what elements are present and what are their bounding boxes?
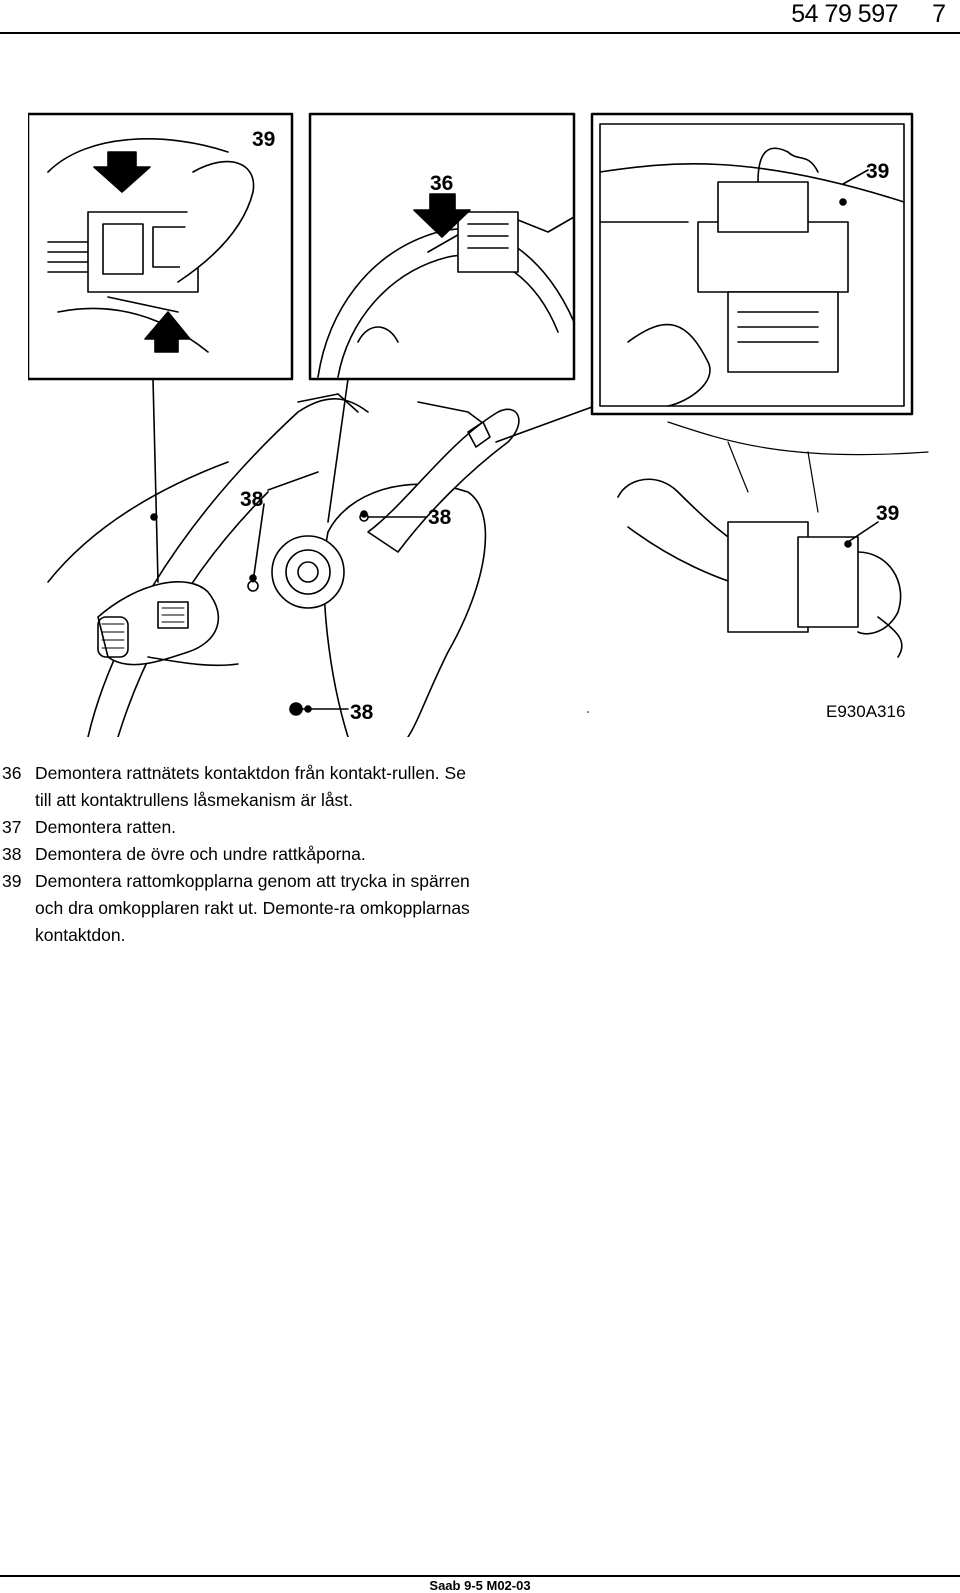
procedure-steps — [2, 760, 472, 949]
callout-38-upper-right: 38 — [428, 506, 452, 529]
step-number: 36 — [2, 763, 22, 783]
callout-39-lower-right: 39 — [876, 502, 900, 525]
document-number: 54 79 597 — [791, 0, 898, 28]
callout-38-bottom: 38 — [350, 701, 374, 724]
step-36 — [2, 760, 472, 814]
step-text: Demontera rattnätets kontaktdon från kontakt-rullen. Se till att kontaktrullens låsmekanism är låst. — [35, 763, 466, 810]
step-37 — [2, 814, 472, 841]
callout-39-inset-left: 39 — [252, 128, 276, 151]
step-text: Demontera rattomkopplarna genom att trycka in spärren och dra omkopplaren rakt ut. Demonte-ra omkopplarnas kontaktdon. — [35, 871, 470, 945]
step-text: Demontera de övre och undre rattkåporna. — [35, 844, 366, 864]
step-38 — [2, 841, 472, 868]
step-number: 37 — [2, 817, 22, 837]
callout-36: 36 — [430, 172, 454, 195]
step-39 — [2, 868, 472, 949]
step-number: 38 — [2, 844, 22, 864]
page-number: 7 — [932, 0, 946, 28]
figure-reference: E930A316 — [826, 702, 906, 721]
page-footer: Saab 9-5 M02-03 — [429, 1578, 531, 1593]
page-header — [0, 0, 960, 34]
callout-38-upper-left: 38 — [240, 488, 264, 511]
callout-39-inset-right: 39 — [866, 160, 890, 183]
steering-column-illustration — [28, 112, 932, 737]
header-rule — [0, 32, 960, 34]
step-text: Demontera ratten. — [35, 817, 177, 837]
step-number: 39 — [2, 871, 22, 891]
illustration-svg — [28, 112, 932, 737]
footer-rule — [0, 1575, 960, 1577]
